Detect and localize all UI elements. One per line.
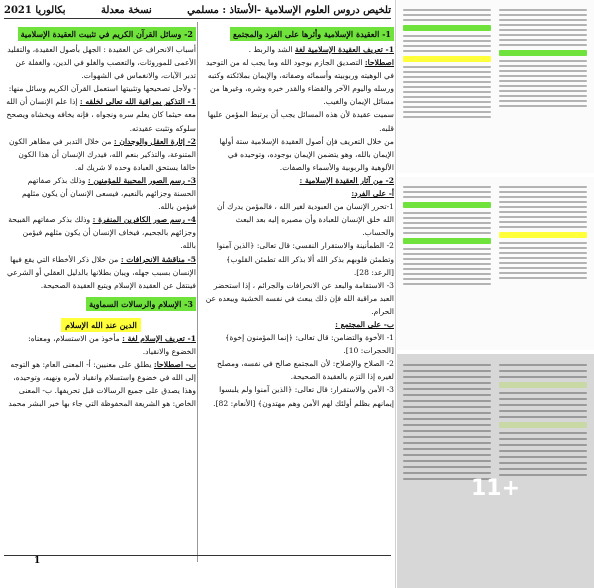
means-2-text: من خلال التدبر في مظاهر الكون المتنوعة، والتذكير بنعم الله، فيدرك الإنسان أن هذا الكون خالقا يستحق العبادة وحده لا شريك له.: [8, 136, 196, 172]
summary-text: من خلال التعريف فإن أصول العقيدة الإسلامية ستة أولها الإيمان بالله، وهو يتضمن الإيمان بوجوده، وتوحيده في الألوهية والربوبية والأسماء والصفات.: [219, 136, 394, 172]
society-effect-2: 2- الصلاح والإصلاح: لأن المجتمع صالح في نفسه، ومصلح لغيره إذا التزم بالعقيدة الصحيحة.: [217, 359, 394, 382]
means-4-text: وذلك بذكر صفاتهم القبيحة وجزائهم بالجحيم، فيخاف الإنسان أن يكون مثلهم فيؤمن بالله.: [8, 215, 196, 251]
thumbnail-text-column: [499, 6, 587, 167]
more-pages-thumbnail[interactable]: [397, 354, 594, 588]
society-heading: ب- على المجتمع :: [335, 319, 394, 329]
thumbnail-text-column: [499, 183, 587, 344]
islam-def-text: مأخوذ من الاستسلام، ومعناه: الخضوع والانقياد.: [28, 333, 196, 356]
right-column: [200, 22, 396, 562]
thumbnail-text-column: [403, 183, 491, 344]
page-number: 1: [34, 556, 41, 566]
means-3-text: وذلك بذكر صفاتهم الحسنة وجزائهم بالنعيم، فيسعى الإنسان أن يكون مثلهم فيؤمن بالله.: [21, 175, 196, 212]
thumbnail-text-column: [499, 360, 587, 582]
means-1-text: إذا علم الإنسان أن الله معه حيثما كان يعلم سره ونجواه ، فإنه يخافه ويخشاه ويصحح سلوكه وتثبت عقيدته.: [6, 97, 196, 133]
section2-title: 2- وسائل القرآن الكريم في تثبيت العقيدة الإسلامية: [18, 27, 196, 41]
thumbnail-text-column: [403, 360, 491, 582]
header-year: بكالوريا 2021: [4, 4, 66, 16]
left-column: [4, 22, 200, 562]
istilah-label: اصطلاحا:: [364, 58, 394, 68]
individual-heading: أ- على الفرد:: [351, 189, 394, 199]
means-2-title: 2- إثارة العقل والوجدان :: [113, 136, 196, 146]
note-text: سميت عقيدة لأن هذه المسائل يجب أن يرتبط المؤمن عليها قلبه.: [207, 110, 394, 133]
definition-text: الشد والربط .: [248, 45, 293, 54]
islam-def-heading: 1- تعريف الإسلام لغة :: [122, 333, 196, 343]
means-1-title: 1- التذكير بمراقبة الله تعالى لخلقه :: [79, 97, 196, 107]
means-4-title: 4- رسم صور الكافرين المنفرة :: [92, 215, 196, 225]
islam-istilah-label: ب- اصطلاحا:: [153, 359, 196, 369]
page-header: [4, 2, 391, 19]
individual-effect-1: 1-تحرر الإنسان من العبودية لغير الله ، فالمؤمن يدرك أن الله خلق الإنسان للعبادة وأن مصيره إليه بعد البعث والحساب.: [217, 202, 394, 238]
society-effect-1: 1- الأخوة والتضامن: قال تعالى: ﴿إنما المؤمنون إخوة﴾ [الحجرات: 10].: [225, 333, 394, 356]
islam-istilah-text: يطلق على معنيين: أ- المعنى العام: هو التوجه إلى الله في خضوع واستسلام وانقياد لأمره ونهيه، وتوحيده، وهذا يصدق على جميع الرسالات قبل تحريفها. ب- المعنى الخاص: هو الشريعة المحفوظة التي جاء بها خير البشر محمد: [8, 359, 196, 409]
istilah-text: التصديق الجازم بوجود الله وما يجب له من التوحيد في الوهيته وربوبيته وأسمائه وصفاته، والإيمان بملائكته وكتبه ورسله واليوم الآخر والقضاء والقدر خيره وشره، وغيرها من مسائل الإيمان والغيب.: [205, 58, 394, 107]
page-thumbnail-2[interactable]: [397, 0, 594, 175]
means-5-title: 5- مناقشة الانحرافات :: [120, 254, 196, 264]
section3-subtitle: الدين عند الله الإسلام: [61, 318, 141, 332]
more-pages-count[interactable]: 11+: [470, 476, 521, 501]
definition-heading: 1- تعريف العقيدة الإسلامية لغة: [295, 45, 394, 54]
deviation-causes: أسباب الانحراف عن العقيدة : الجهل بأصول العقيدة، والتقليد الأعمى للموروثات، والتعصب والغلو في الدين، والغفلة عن تدبر الآيات، والانغماس في الشهوات.: [7, 45, 196, 81]
effects-heading: 2- من آثار العقيدة الإسلامية :: [299, 175, 394, 185]
means-5-text: من خلال ذكر الأخطاء التي يقع فيها الإنسان بسبب جهله، ويبان بطلانها بالدليل العقلي أو الشرعي فينتقل عن العقيدة الإسلام ويتبع العقيدة الصحيحة.: [6, 254, 196, 290]
header-version: نسخة معدلة: [100, 4, 152, 16]
thumbnail-text-column: [403, 6, 491, 167]
footer-line: [4, 555, 391, 556]
header-title: تلخيص دروس العلوم الإسلامية -الأستاذ : مسلمي: [187, 4, 391, 16]
section1-title: 1- العقيدة الإسلامية وأثرها على الفرد والمجتمع: [230, 27, 394, 41]
means-intro: - ولأجل تصحيحها وتثبيتها استعمل القرآن الكريم وسائل منها:: [8, 84, 196, 94]
individual-effect-2: 2- الطمأنينة والاستقرار النفسي: قال تعالى: ﴿الذين آمنوا وتطمئن قلوبهم بذكر الله ألا بذكر الله تطمئن القلوب﴾ [الرعد: 28].: [216, 241, 394, 277]
individual-effect-3: 3- الاستقامة والبعد عن الانحرافات والجرائم ، إذا استحضر العبد مراقبة الله فإن ذلك يبعث في نفسه الخشية ويبعده عن الحرام.: [205, 280, 394, 316]
means-3-title: 3- رسم الصور المحببة للمؤمنين :: [87, 175, 196, 185]
society-effect-3: 3- الأمن والاستقرار: قال تعالى: ﴿الذين آمنوا ولم يلبسوا إيمانهم بظلم أولئك لهم الأمن وهم مهتدون﴾ [الأنعام: 82].: [213, 385, 394, 408]
page-thumbnail-3[interactable]: [397, 177, 594, 352]
section3-title: 3- الإسلام والرسالات السماوية: [86, 297, 196, 311]
